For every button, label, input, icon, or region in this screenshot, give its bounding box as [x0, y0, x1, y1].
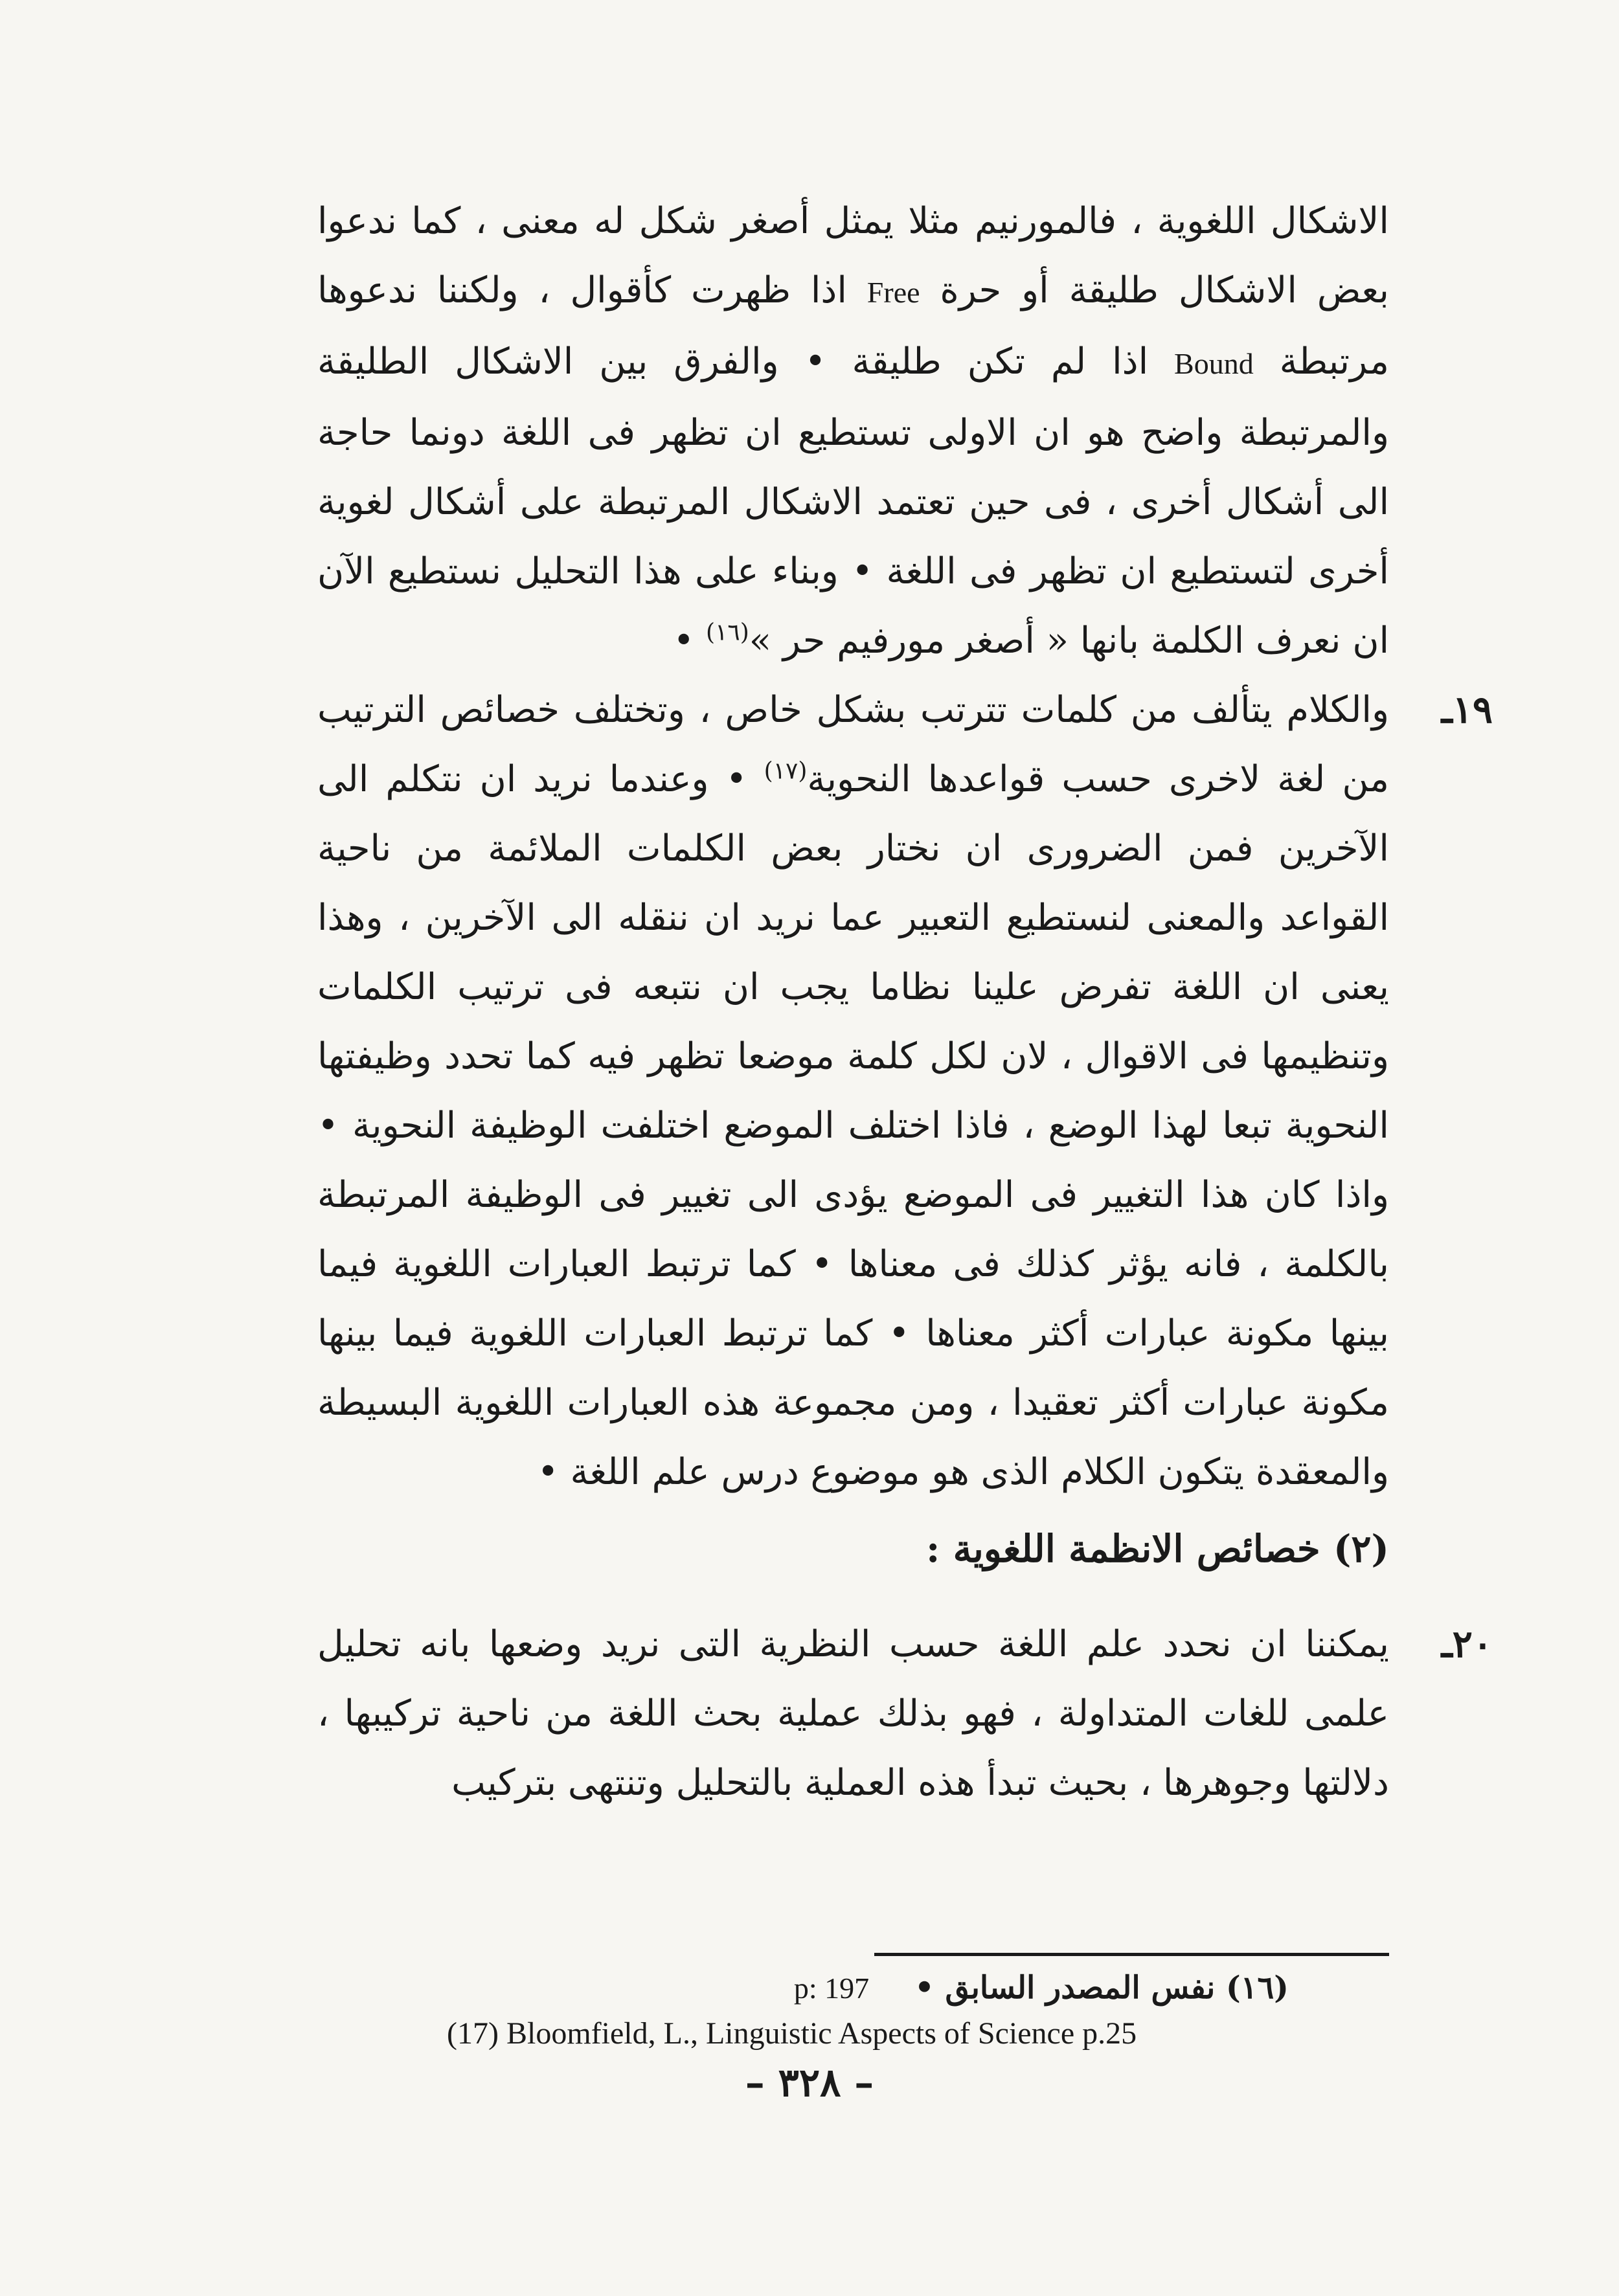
footnote-16: [447, 1965, 1289, 2011]
paragraph-number: ٢٠ـ: [1441, 1622, 1493, 1666]
latin-term-bound: Bound: [1174, 347, 1254, 380]
latin-term-free: Free: [866, 276, 920, 309]
paragraph-19: [317, 675, 1493, 1507]
section-heading: (٢) خصائص الانظمة اللغوية :: [926, 1527, 1389, 1571]
paragraph-text: •: [673, 620, 707, 662]
paragraph-number: ١٩ـ: [1441, 688, 1493, 732]
footnote-16-text: (١٦) نفس المصدر السابق •: [914, 1970, 1289, 2006]
paragraph-text: اذا ظهرت كأقوال ، ولكننا ندعوها مرتبطة: [317, 269, 1389, 383]
paragraph-text: الاشكال اللغوية ، فالمورنيم مثلا يمثل أصغر شكل له معنى ، كما ندعوا بعض الاشكال طليقة أو حرة: [317, 200, 1389, 311]
paragraph-text: والكلام يتألف من كلمات تترتب بشكل خاص ، وتختلف خصائص الترتيب من لغة لاخرى حسب قواعدها النحوية: [317, 689, 1389, 800]
footnote-divider: [874, 1953, 1389, 1956]
paragraph-text: يمكننا ان نحدد علم اللغة حسب النظرية التى نريد وضعها بانه تحليل علمى للغات المتداولة ، فهو بذلك عملية بحث اللغة من ناحية تركيبها ، دلالتها وجوهرها ، بحيث تبدأ هذه العملية بالتحليل وتنتهى بتركيب: [317, 1623, 1389, 1804]
footnotes: [447, 1965, 1289, 2056]
paragraph-text: اذا لم تكن طليقة • والفرق بين الاشكال الطليقة والمرتبطة واضح هو ان الاولى تستطيع ان تظهر فى اللغة دونما حاجة الى أشكال أخرى ، فى حين تعتمد الاشكال المرتبطة على أشكال لغوية أخرى لتستطيع ان تظهر فى اللغة • وبناء على هذا التحليل نستطيع الآن ان نعرف الكلمة بانها « أصغر مورفيم حر »: [317, 341, 1389, 662]
footnote-17: (17) Bloomfield, L., Linguistic Aspects of Science p.25: [447, 2016, 1137, 2051]
footnote-reference-17: (١٧): [764, 758, 808, 785]
paragraph-text: • وعندما نريد ان نتكلم الى الآخرين فمن الضرورى ان نختار بعض الكلمات الملائمة من ناحية القواعد والمعنى لنستطيع التعبير عما نريد ان ننقله الى الآخرين ، وهذا يعنى ان اللغة تفرض علينا نظاما يجب ان نتبعه فى ترتيب الكلمات وتنظيمها فى الاقوال ، لان لكل كلمة موضعا تظهر فيه كما تحدد وظيفتها النحوية تبعا لهذا الوضع ، فاذا اختلف الموضع اختلفت الوظيفة النحوية • واذا كان هذا التغيير فى الموضع يؤدى الى تغيير فى الوظيفة المرتبطة بالكلمة ، فانه يؤثر كذلك فى معناها • كما ترتبط العبارات اللغوية فيما بينها مكونة عبارات أكثر معناها • كما ترتبط العبارات اللغوية فيما بينها مكونة عبارات أكثر تعقيدا ، ومن مجموعة هذه العبارات اللغوية البسيطة والمعقدة يتكون الكلام الذى هو موضوع درس علم اللغة •: [317, 758, 1390, 1493]
paragraph-continued: [317, 186, 1389, 675]
page-number: – ٣٢٨ –: [745, 2060, 874, 2106]
paragraph-20: [317, 1610, 1493, 1818]
footnote-reference-16: (١٦): [706, 619, 749, 646]
footnote-16-page: p: 197: [793, 1972, 870, 2005]
body-text: [317, 186, 1493, 1818]
